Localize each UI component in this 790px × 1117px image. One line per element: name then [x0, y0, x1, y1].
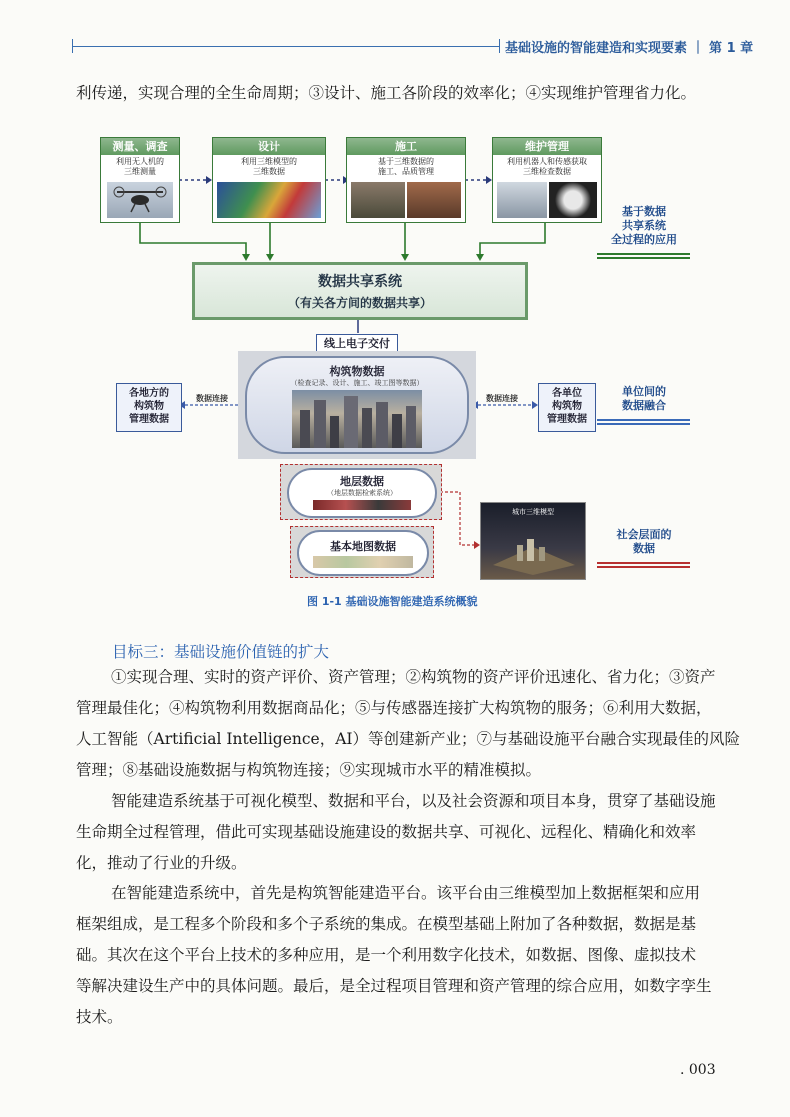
- p3-line-3: 础。其次在这个平台上技术的多种应用，是一个利用数字化技术，如数据、图像、虚拟技术: [76, 946, 697, 964]
- construction-photo-2: [407, 182, 461, 218]
- p1-line-1: ①实现合理、实时的资产评价、资产管理；②构筑物的资产评价迅速化、省力化；③资产: [111, 668, 716, 686]
- paragraph-1: [76, 662, 740, 786]
- right-box-line2: 构筑物: [552, 401, 582, 412]
- basemap-image: [313, 556, 413, 568]
- stage-survey: [100, 137, 180, 223]
- green-line-4: [480, 222, 545, 258]
- city-buildings-photo: [292, 390, 422, 448]
- maintenance-drone-photo: [497, 182, 547, 218]
- stage-maintenance-sub2: 三维检查数据: [523, 167, 571, 176]
- share-system-subtitle: （有关各方间的数据共享）: [287, 296, 432, 310]
- stage-survey-sub1: 利用无人机的: [116, 157, 164, 166]
- stage-construction-sub2: 施工、品质管理: [378, 167, 434, 176]
- running-header-title: 基础设施的智能建造和实现要素 ｜ 第 1 章: [505, 41, 754, 56]
- data-share-system-box: [192, 262, 528, 320]
- label-unit-data-fusion: [597, 385, 691, 413]
- drone-icon: [107, 182, 173, 218]
- label-lifecycle-line2: 共享系统: [622, 219, 666, 232]
- p2-line-2: 生命期全过程管理，借此可实现基础设施建设的数据共享、可视化、远程化、精确化和效率: [76, 823, 697, 841]
- basemap-data-title: 基本地图数据: [330, 540, 396, 553]
- left-box-line3: 管理数据: [129, 414, 169, 425]
- paragraph-3: [76, 878, 712, 1033]
- strata-section-image: [313, 500, 411, 510]
- strata-data-frame: [280, 464, 442, 520]
- stage-survey-title: 测量、调查: [101, 138, 179, 155]
- label-social-data: [597, 528, 691, 556]
- p3-line-5: 技术。: [76, 1008, 123, 1026]
- stage-design-sub2: 三维数据: [253, 167, 285, 176]
- label-fusion-line1: 单位间的: [622, 385, 666, 398]
- basemap-data-pill: [297, 530, 429, 576]
- strata-data-title: 地层数据: [340, 475, 384, 488]
- p1-line-3: 人工智能（Artificial Intelligence，AI）等创建新产业；⑦与基础设施平台融合实现最佳的风险: [76, 730, 741, 748]
- maintenance-inspection-photo: [549, 182, 597, 218]
- construction-photo-1: [351, 182, 405, 218]
- city-3d-model-icon: [487, 525, 579, 575]
- stage-design-title: 设计: [213, 138, 325, 155]
- strata-to-city-line: [440, 492, 475, 545]
- p1-line-2: 管理最佳化；④构筑物利用数据商品化；⑤与传感器连接扩大构筑物的服务；⑥利用大数据，: [76, 699, 712, 717]
- label-lifecycle-application: [597, 205, 691, 247]
- figure-caption: 图 1-1 基础设施智能建造系统概貌: [307, 595, 478, 608]
- intro-line: 利传递，实现合理的全生命周期；③设计、施工各阶段的效率化；④实现维护管理省力化。: [76, 84, 697, 102]
- building-data-title: 构筑物数据: [329, 365, 385, 378]
- stage-construction-sub1: 基于三维数据的: [378, 157, 434, 166]
- green-arrowhead-3: [401, 254, 409, 261]
- city-3d-model-box: [480, 502, 586, 580]
- building-data-frame: [238, 351, 476, 459]
- strata-data-pill: [287, 468, 437, 518]
- stage-maintenance-title: 维护管理: [493, 138, 601, 155]
- paragraph-2: [76, 786, 716, 879]
- online-delivery-tag: 线上电子交付: [316, 334, 398, 354]
- left-box-line2: 构筑物: [134, 401, 164, 412]
- p2-line-1: 智能建造系统基于可视化模型、数据和平台，以及社会资源和项目本身，贯穿了基础设施: [111, 792, 716, 810]
- label-social-line2: 数据: [633, 542, 655, 555]
- label-fusion-line2: 数据融合: [622, 399, 666, 412]
- p3-line-2: 框架组成，是工程多个阶段和多个子系统的集成。在模型基础上附加了各种数据，数据是基: [76, 915, 697, 933]
- stage-construction-title: 施工: [347, 138, 465, 155]
- data-link-left-label: 数据连接: [196, 394, 228, 403]
- right-box-line3: 管理数据: [547, 414, 587, 425]
- green-line-1: [140, 222, 246, 258]
- p3-line-4: 等解决建设生产中的具体问题。最后，是全过程项目管理和资产管理的综合应用，如数字孪生: [76, 977, 712, 995]
- basemap-data-frame: [290, 526, 434, 578]
- green-arrowhead-2: [266, 254, 274, 261]
- green-arrowhead-1: [242, 254, 250, 261]
- drone-photo: [107, 182, 173, 218]
- right-box-line1: 各单位: [552, 388, 582, 399]
- share-system-title: 数据共享系统: [318, 274, 402, 290]
- stage-design-sub1: 利用三维模型的: [241, 157, 297, 166]
- unit-management-data-box: [538, 383, 596, 432]
- city-3d-model-title: 城市三维模型: [512, 508, 554, 516]
- stage-design: [212, 137, 326, 223]
- stage-maintenance: [492, 137, 602, 223]
- design-3d-model-image: [217, 182, 321, 218]
- label-lifecycle-line1: 基于数据: [622, 205, 666, 218]
- local-management-data-box: [116, 383, 182, 432]
- p2-line-3: 化，推动了行业的升级。: [76, 854, 247, 872]
- page-number: . 003: [680, 1062, 716, 1078]
- section-heading-goal-three: 目标三：基础设施价值链的扩大: [112, 643, 330, 661]
- building-data-pill: [245, 356, 469, 454]
- label-social-line1: 社会层面的: [616, 528, 672, 541]
- left-box-line1: 各地方的: [129, 388, 169, 399]
- p3-line-1: 在智能建造系统中，首先是构筑智能建造平台。该平台由三维模型加上数据框架和应用: [111, 884, 701, 902]
- building-data-subtitle: （检查记录、设计、施工、竣工图等数据）: [290, 379, 424, 387]
- green-arrowhead-4: [476, 254, 484, 261]
- stage-maintenance-sub1: 利用机器人和传感获取: [507, 157, 587, 166]
- city-skyline-icon: [292, 390, 422, 448]
- stage-construction: [346, 137, 466, 223]
- p1-line-4: 管理；⑧基础设施数据与构筑物连接；⑨实现城市水平的精准模拟。: [76, 761, 542, 779]
- data-link-right-label: 数据连接: [486, 394, 518, 403]
- stage-survey-sub2: 三维测量: [124, 167, 156, 176]
- label-lifecycle-line3: 全过程的应用: [611, 233, 677, 246]
- strata-data-subtitle: （地层数据检索系统）: [327, 489, 397, 497]
